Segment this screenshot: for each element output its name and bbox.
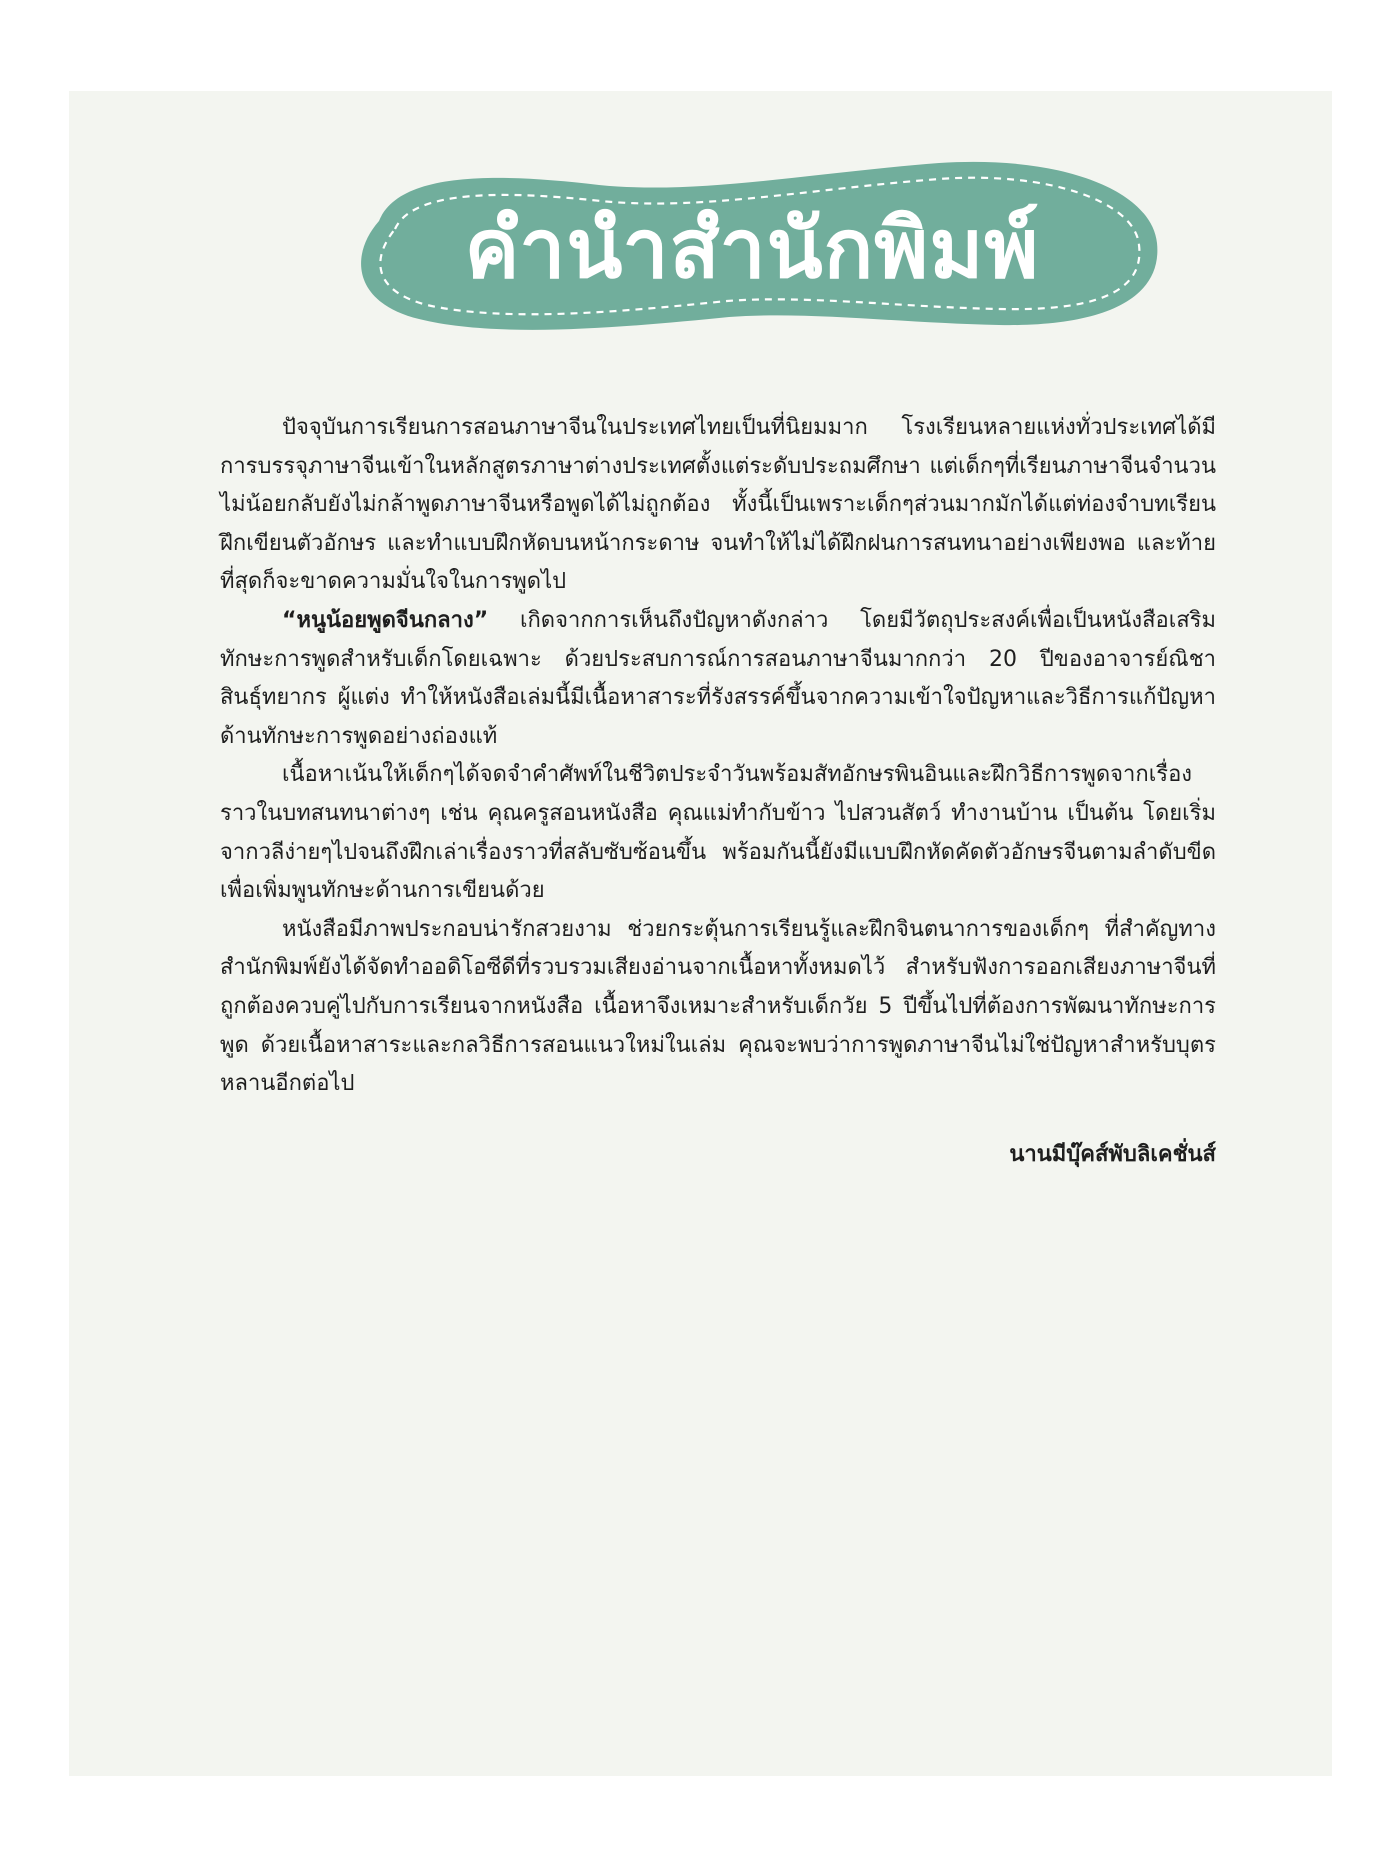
page-background <box>69 91 1332 1776</box>
title-badge <box>339 151 1165 341</box>
page-title: คำนำสำนักพิมพ์ <box>464 202 1040 297</box>
paragraph-3: เนื้อหาเน้นให้เด็กๆได้จดจำคำศัพท์ในชีวิตประจำวันพร้อมสัทอักษรพินอินและฝึกวิธีการพูดจากเรื่องราวในบทสนทนาต่างๆ เช่น คุณครูสอนหนังสือ คุณแม่ทำกับข้าว ไปสวนสัตว์ ทำงานบ้าน เป็นต้น โดยเริ่มจากวลีง่ายๆไปจนถึงฝึกเล่าเรื่องราวที่สลับซับซ้อนขึ้น พร้อมกันนี้ยังมีแบบฝึกหัดคัดตัวอักษรจีนตามลำดับขีด เพื่อเพิ่มพูนทักษะด้านการเขียนด้วย <box>220 762 1216 904</box>
foreword-body <box>220 409 1216 1104</box>
book-title: “หนูน้อยพูดจีนกลาง” <box>282 607 489 633</box>
paragraph-1: ปัจจุบันการเรียนการสอนภาษาจีนในประเทศไทยเป็นที่นิยมมาก โรงเรียนหลายแห่งทั่วประเทศได้มีการบรรจุภาษาจีนเข้าในหลักสูตรภาษาต่างประเทศตั้งแต่ระดับประถมศึกษา แต่เด็กๆที่เรียนภาษาจีนจำนวนไม่น้อยกลับยังไม่กล้าพูดภาษาจีนหรือพูดได้ไม่ถูกต้อง ทั้งนี้เป็นเพราะเด็กๆส่วนมากมักได้แต่ท่องจำบทเรียน ฝึกเขียนตัวอักษร และทำแบบฝึกหัดบนหน้ากระดาษ จนทำให้ไม่ได้ฝึกฝนการสนทนาอย่างเพียงพอ และท้ายที่สุดก็จะขาดความมั่นใจในการพูดไป <box>220 415 1216 595</box>
paragraph-2-text: เกิดจากการเห็นถึงปัญหาดังกล่าว โดยมีวัตถุประสงค์เพื่อเป็นหนังสือเสริมทักษะการพูดสำหรับเด็กโดยเฉพาะ ด้วยประสบการณ์การสอนภาษาจีนมากกว่า 20 ปีของอาจารย์ณิชา สินธุ์ทยากร ผู้แต่ง ทำให้หนังสือเล่มนี้มีเนื้อหาสาระที่รังสรรค์ขึ้นจากความเข้าใจปัญหาและวิธีการแก้ปัญหาด้านทักษะการพูดอย่างถ่องแท้ <box>220 607 1216 749</box>
publisher-signature: นานมีบุ๊คส์พับลิเคชั่นส์ <box>1009 1142 1216 1167</box>
paragraph-4: หนังสือมีภาพประกอบน่ารักสวยงาม ช่วยกระตุ้นการเรียนรู้และฝึกจินตนาการของเด็กๆ ที่สำคัญทางสำนักพิมพ์ยังได้จัดทำออดิโอซีดีที่รวบรวมเสียงอ่านจากเนื้อหาทั้งหมดไว้ สำหรับฟังการออกเสียงภาษาจีนที่ถูกต้องควบคู่ไปกับการเรียนจากหนังสือ เนื้อหาจึงเหมาะสำหรับเด็กวัย 5 ปีขึ้นไปที่ต้องการพัฒนาทักษะการพูด ด้วยเนื้อหาสาระและกลวิธีการสอนแนวใหม่ในเล่ม คุณจะพบว่าการพูดภาษาจีนไม่ใช่ปัญหาสำหรับบุตรหลานอีกต่อไป <box>220 916 1216 1097</box>
paragraph-2 <box>220 602 1216 756</box>
